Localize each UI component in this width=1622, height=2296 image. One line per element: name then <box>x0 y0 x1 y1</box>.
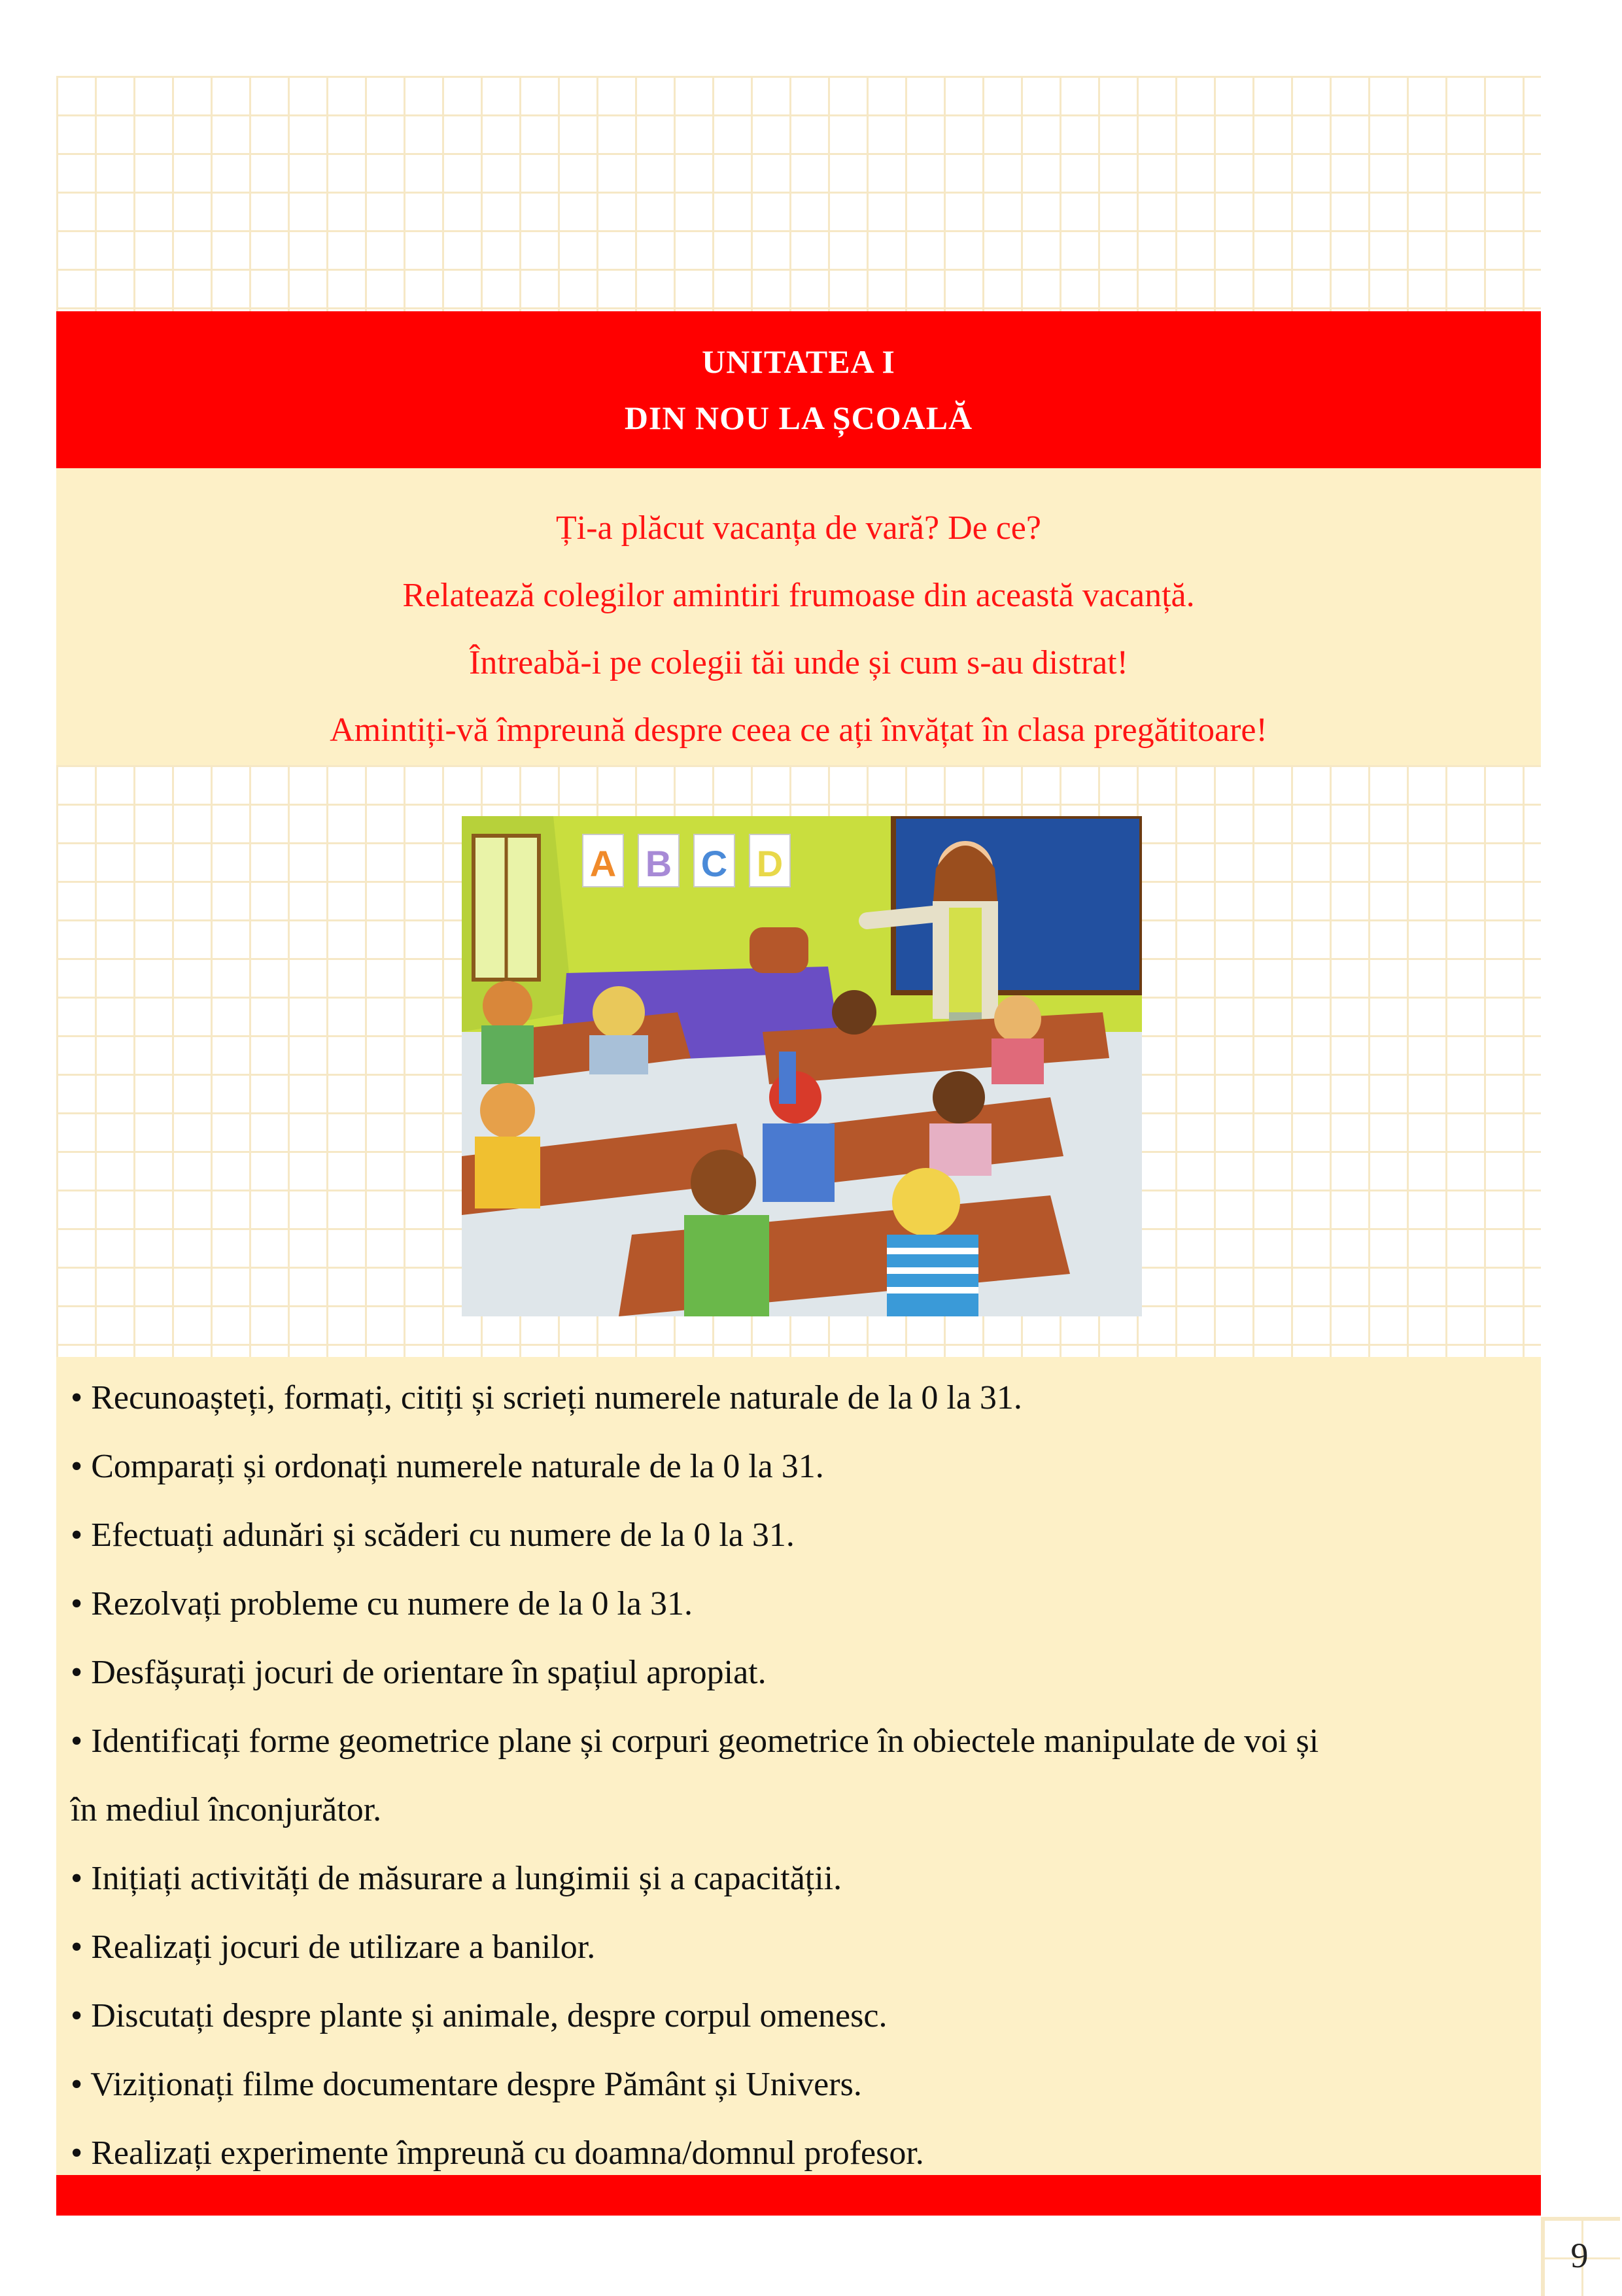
intro-line: Amintiți-vă împreună despre ceea ce ați învățat în clasa pregătitoare! <box>330 711 1268 749</box>
objective-item: • Recunoașteți, formați, citiți și scrieți numerele naturale de la 0 la 31. <box>71 1379 1022 1416</box>
letter-card-d: D <box>756 843 784 884</box>
bottom-red-band <box>56 2175 1541 2216</box>
objective-item: • Rezolvați probleme cu numere de la 0 la 31. <box>71 1585 693 1622</box>
objective-item: • Realizați experimente împreună cu doamna/domnul profesor. <box>71 2134 924 2172</box>
letter-card-c: C <box>700 843 728 884</box>
grid-background-top <box>56 76 1541 311</box>
unit-title-band <box>56 311 1541 468</box>
objective-item: • Comparați și ordonați numerele naturale de la 0 la 31. <box>71 1448 824 1485</box>
objective-item-continuation: în mediul înconjurător. <box>71 1791 382 1828</box>
unit-label: UNITATEA I <box>702 343 895 380</box>
objective-item: • Viziționați filme documentare despre Pământ și Univers. <box>71 2066 862 2103</box>
objective-item: • Discutați despre plante și animale, despre corpul omenesc. <box>71 1997 888 2034</box>
objective-item: • Identificați forme geometrice plane și corpuri geometrice în obiectele manipulate de voi și <box>71 1722 1319 1760</box>
intro-line: Relatează colegilor amintiri frumoase din această vacanță. <box>402 577 1195 614</box>
objective-item: • Efectuați adunări și scăderi cu numere de la 0 la 31. <box>71 1516 795 1554</box>
objective-item: • Realizați jocuri de utilizare a banilor. <box>71 1928 596 1966</box>
objective-item: • Inițiați activități de măsurare a lungimii și a capacității. <box>71 1860 842 1897</box>
intro-questions-box <box>56 468 1541 765</box>
unit-title: DIN NOU LA ȘCOALĂ <box>624 400 973 436</box>
objective-item: • Desfășurați jocuri de orientare în spațiul apropiat. <box>71 1654 767 1691</box>
objectives-list <box>56 1357 1541 2175</box>
intro-line: Întreabă-i pe colegii tăi unde și cum s-au distrat! <box>469 644 1128 681</box>
page-number: 9 <box>1570 2236 1589 2275</box>
classroom-illustration <box>462 816 1142 1316</box>
letter-card-b: B <box>645 843 672 884</box>
letter-card-a: A <box>589 843 617 884</box>
intro-line: Ți-a plăcut vacanța de vară? De ce? <box>556 509 1041 547</box>
